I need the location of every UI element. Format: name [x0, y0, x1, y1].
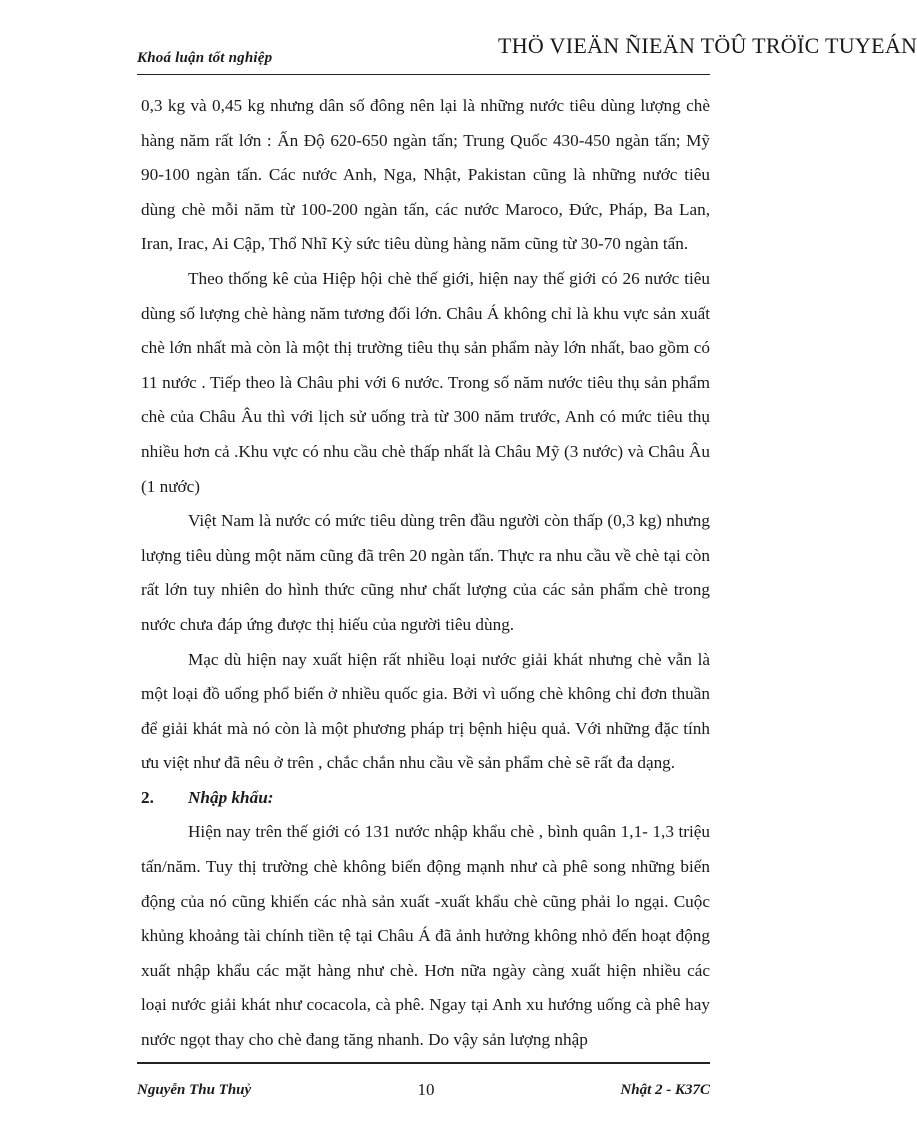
page-number: 10 — [417, 1080, 435, 1099]
header-library-label: THÖ VIEÄN ÑIEÄN TÖÛ TRÖÏC TUYEÁN — [498, 33, 917, 58]
paragraph-import: Hiện nay trên thế giới có 131 nước nhập khẩu chè , bình quân 1,1- 1,3 triệu tấn/năm. Tuy thị trường chè không biến động mạnh như cà phê song những biến động của nó cũng khiến các nhà sản xuất -xuất khẩu chè cũng phải lo ngại. Cuộc khủng khoảng tài chính tiền tệ tại Châu Á đã ảnh hưởng không nhỏ đến hoạt động xuất nhập khẩu các mặt hàng như chè. Hơn nữa ngày càng xuất hiện nhiều các loại nước giải khát như cocacola, cà phê. Ngay tại Anh xu hướng uống cà phê hay nước ngọt thay cho chè đang tăng nhanh. Do vậy sản lượng nhập — [141, 822, 710, 1050]
paragraph-popularity: Mạc dù hiện nay xuất hiện rất nhiều loại nước giải khát nhưng chè vẫn là một loại đồ uống phổ biến ở nhiều quốc gia. Bởi vì uống chè không chỉ đơn thuần để giải khát mà nó còn là một phương pháp trị bệnh hiệu quả. Với những đặc tính ưu việt như đã nêu ở trên , chắc chắn nhu cầu về sản phẩm chè sẽ rất đa dạng. — [141, 649, 710, 773]
paragraph-vietnam: Việt Nam là nước có mức tiêu dùng trên đầu người còn thấp (0,3 kg) nhưng lượng tiêu dùng một năm cũng đã trên 20 ngàn tấn. Thực ra nhu cầu về chè tại còn rất lớn tuy nhiên do hình thức cũng như chất lượng của các sản phẩm chè trong nước chưa đáp ứng được thị hiếu của người tiêu dùng. — [141, 511, 710, 634]
footer-divider — [137, 1062, 710, 1064]
section-number: 2. — [141, 787, 154, 807]
footer-author: Nguyễn Thu Thuỷ — [137, 1082, 252, 1098]
footer-class: Nhật 2 - K37C — [620, 1082, 710, 1098]
header-thesis-label: Khoá luận tốt nghiệp — [137, 50, 273, 66]
paragraph-continuation: 0,3 kg và 0,45 kg nhưng dân số đông nên lại là những nước tiêu dùng lượng chè hàng năm rất lớn : Ấn Độ 620-650 ngàn tấn; Trung Quốc 430-450 ngàn tấn; Mỹ 90-100 ngàn tấn. Các nước Anh, Nga, Nhật, Pakistan cũng là những nước tiêu dùng chè mỗi năm từ 100-200 ngàn tấn, các nước Maroco, Đức, Pháp, Ba Lan, Iran, Irac, Ai Cập, Thổ Nhĩ Kỳ sức tiêu dùng hàng năm cũng từ 30-70 ngàn tấn. — [141, 96, 710, 254]
section-heading — [141, 781, 710, 816]
header-divider — [137, 74, 710, 75]
page-body — [141, 89, 710, 1058]
section-title: Nhập khẩu — [188, 787, 268, 807]
section-colon: : — [267, 787, 274, 807]
paragraph-statistics: Theo thống kê của Hiệp hội chè thế giới, hiện nay thế giới có 26 nước tiêu dùng số lượng chè hàng năm tương đối lớn. Châu Á không chỉ là khu vực sản xuất chè lớn nhất mà còn là một thị trường tiêu thụ sản phẩm này lớn nhất, bao gồm có 11 nước . Tiếp theo là Châu phi với 6 nước. Trong số năm nước tiêu thụ sản phẩm chè của Châu Âu thì với lịch sử uống trà từ 300 năm trước, Anh có mức tiêu thụ nhiều hơn cả .Khu vực có nhu cầu chè thấp nhất là Châu Mỹ (3 nước) và Châu Âu (1 nước) — [141, 268, 710, 496]
